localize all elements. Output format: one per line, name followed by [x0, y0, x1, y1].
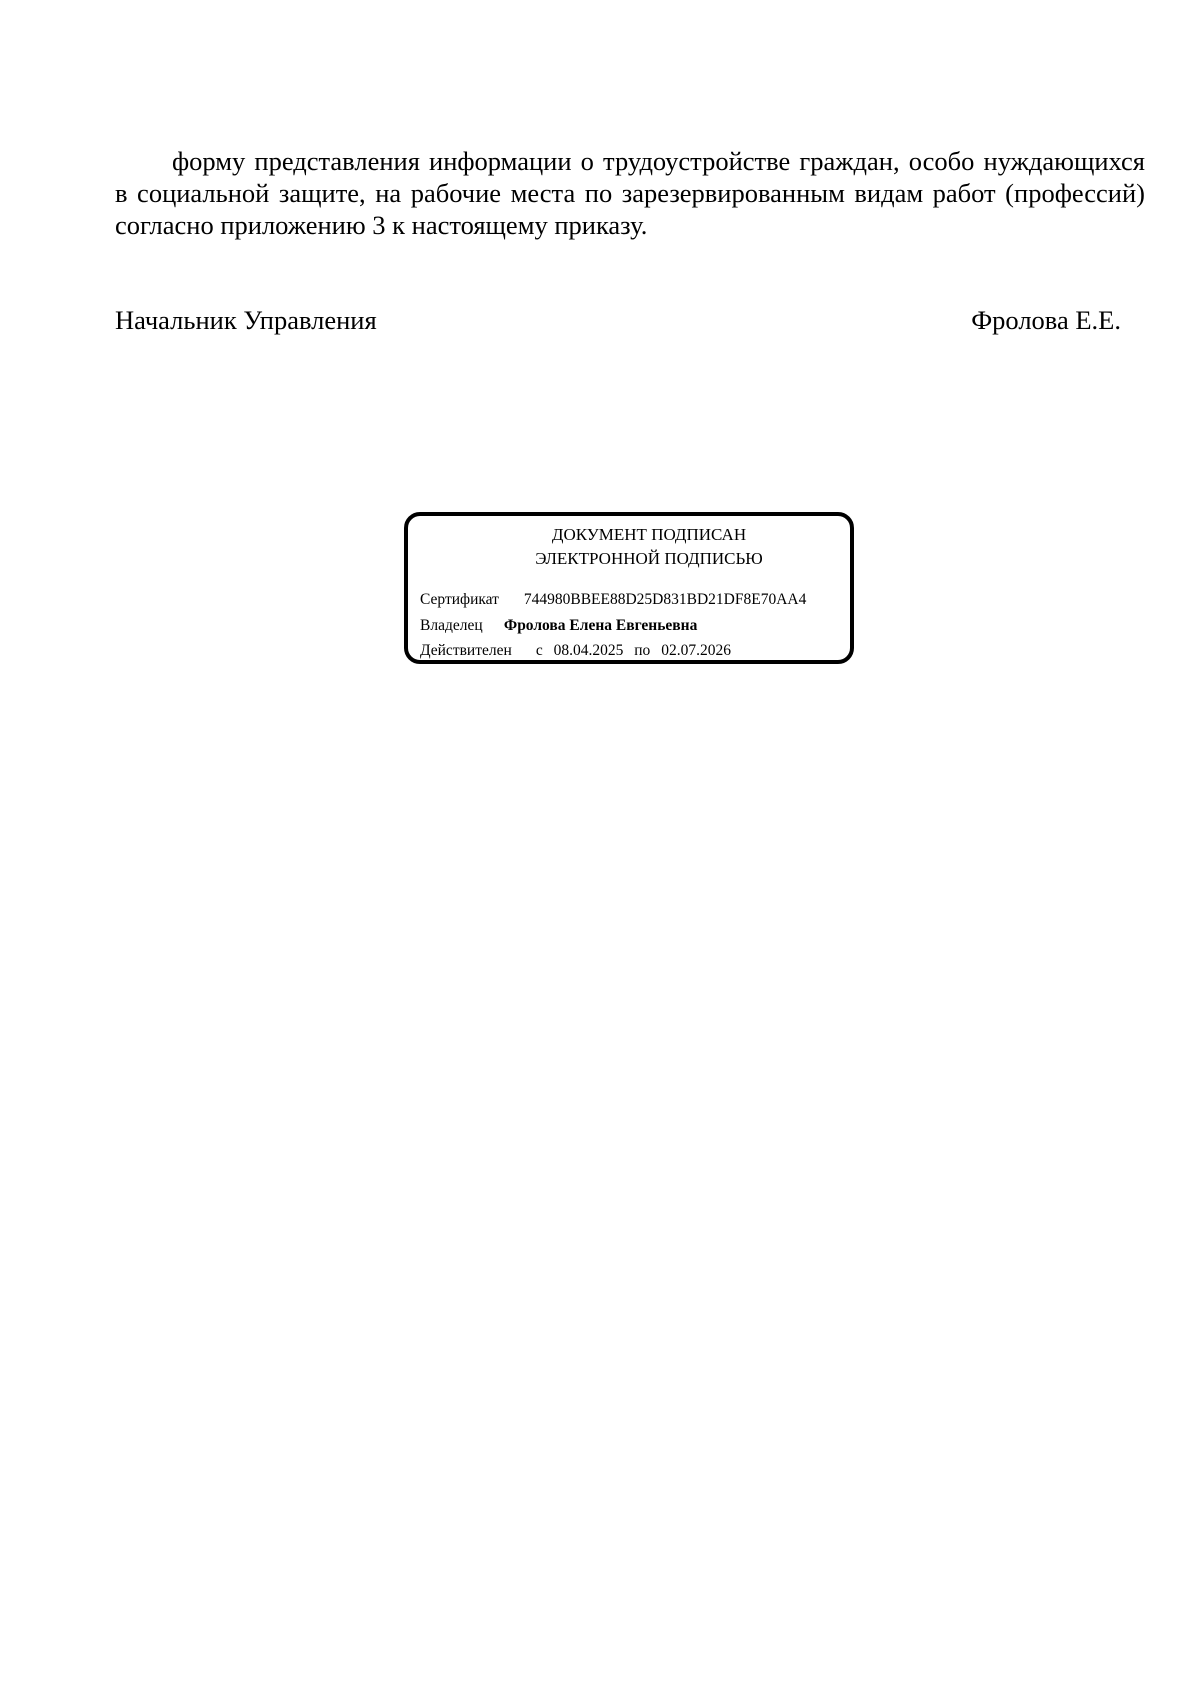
- signer-name: Фролова Е.Е.: [971, 305, 1121, 335]
- valid-from-date: 08.04.2025: [553, 642, 624, 659]
- valid-label: Действителен: [420, 642, 512, 659]
- stamp-heading-line1: ДОКУМЕНТ ПОДПИСАН: [551, 525, 747, 544]
- signer-title: Начальник Управления: [115, 305, 377, 335]
- valid-from-prefix: с: [535, 642, 543, 659]
- owner-value: Фролова Елена Евгеньевна: [503, 617, 698, 634]
- valid-to-date: 02.07.2026: [661, 642, 731, 659]
- certificate-value: 744980BBEE88D25D831BD21DF8E70AA4: [523, 591, 807, 608]
- electronic-signature-stamp: [404, 512, 854, 664]
- valid-to-prefix: по: [634, 642, 651, 659]
- owner-label: Владелец: [420, 617, 483, 634]
- stamp-heading-line2: ЭЛЕКТРОННОЙ ПОДПИСЬЮ: [535, 549, 763, 568]
- signature-block: [115, 304, 1121, 336]
- stamp-certificate-row: [420, 590, 806, 610]
- certificate-label: Сертификат: [420, 591, 499, 608]
- stamp-owner-row: [420, 616, 697, 636]
- stamp-validity-row: [420, 641, 731, 661]
- body-paragraph: форму представления информации о трудоустройстве граждан, особо нуждающихся в социальной защите, на рабочие места по зарезервированным видам работ (профессий) согласно приложению 3 к настоящему приказу.: [115, 146, 1145, 240]
